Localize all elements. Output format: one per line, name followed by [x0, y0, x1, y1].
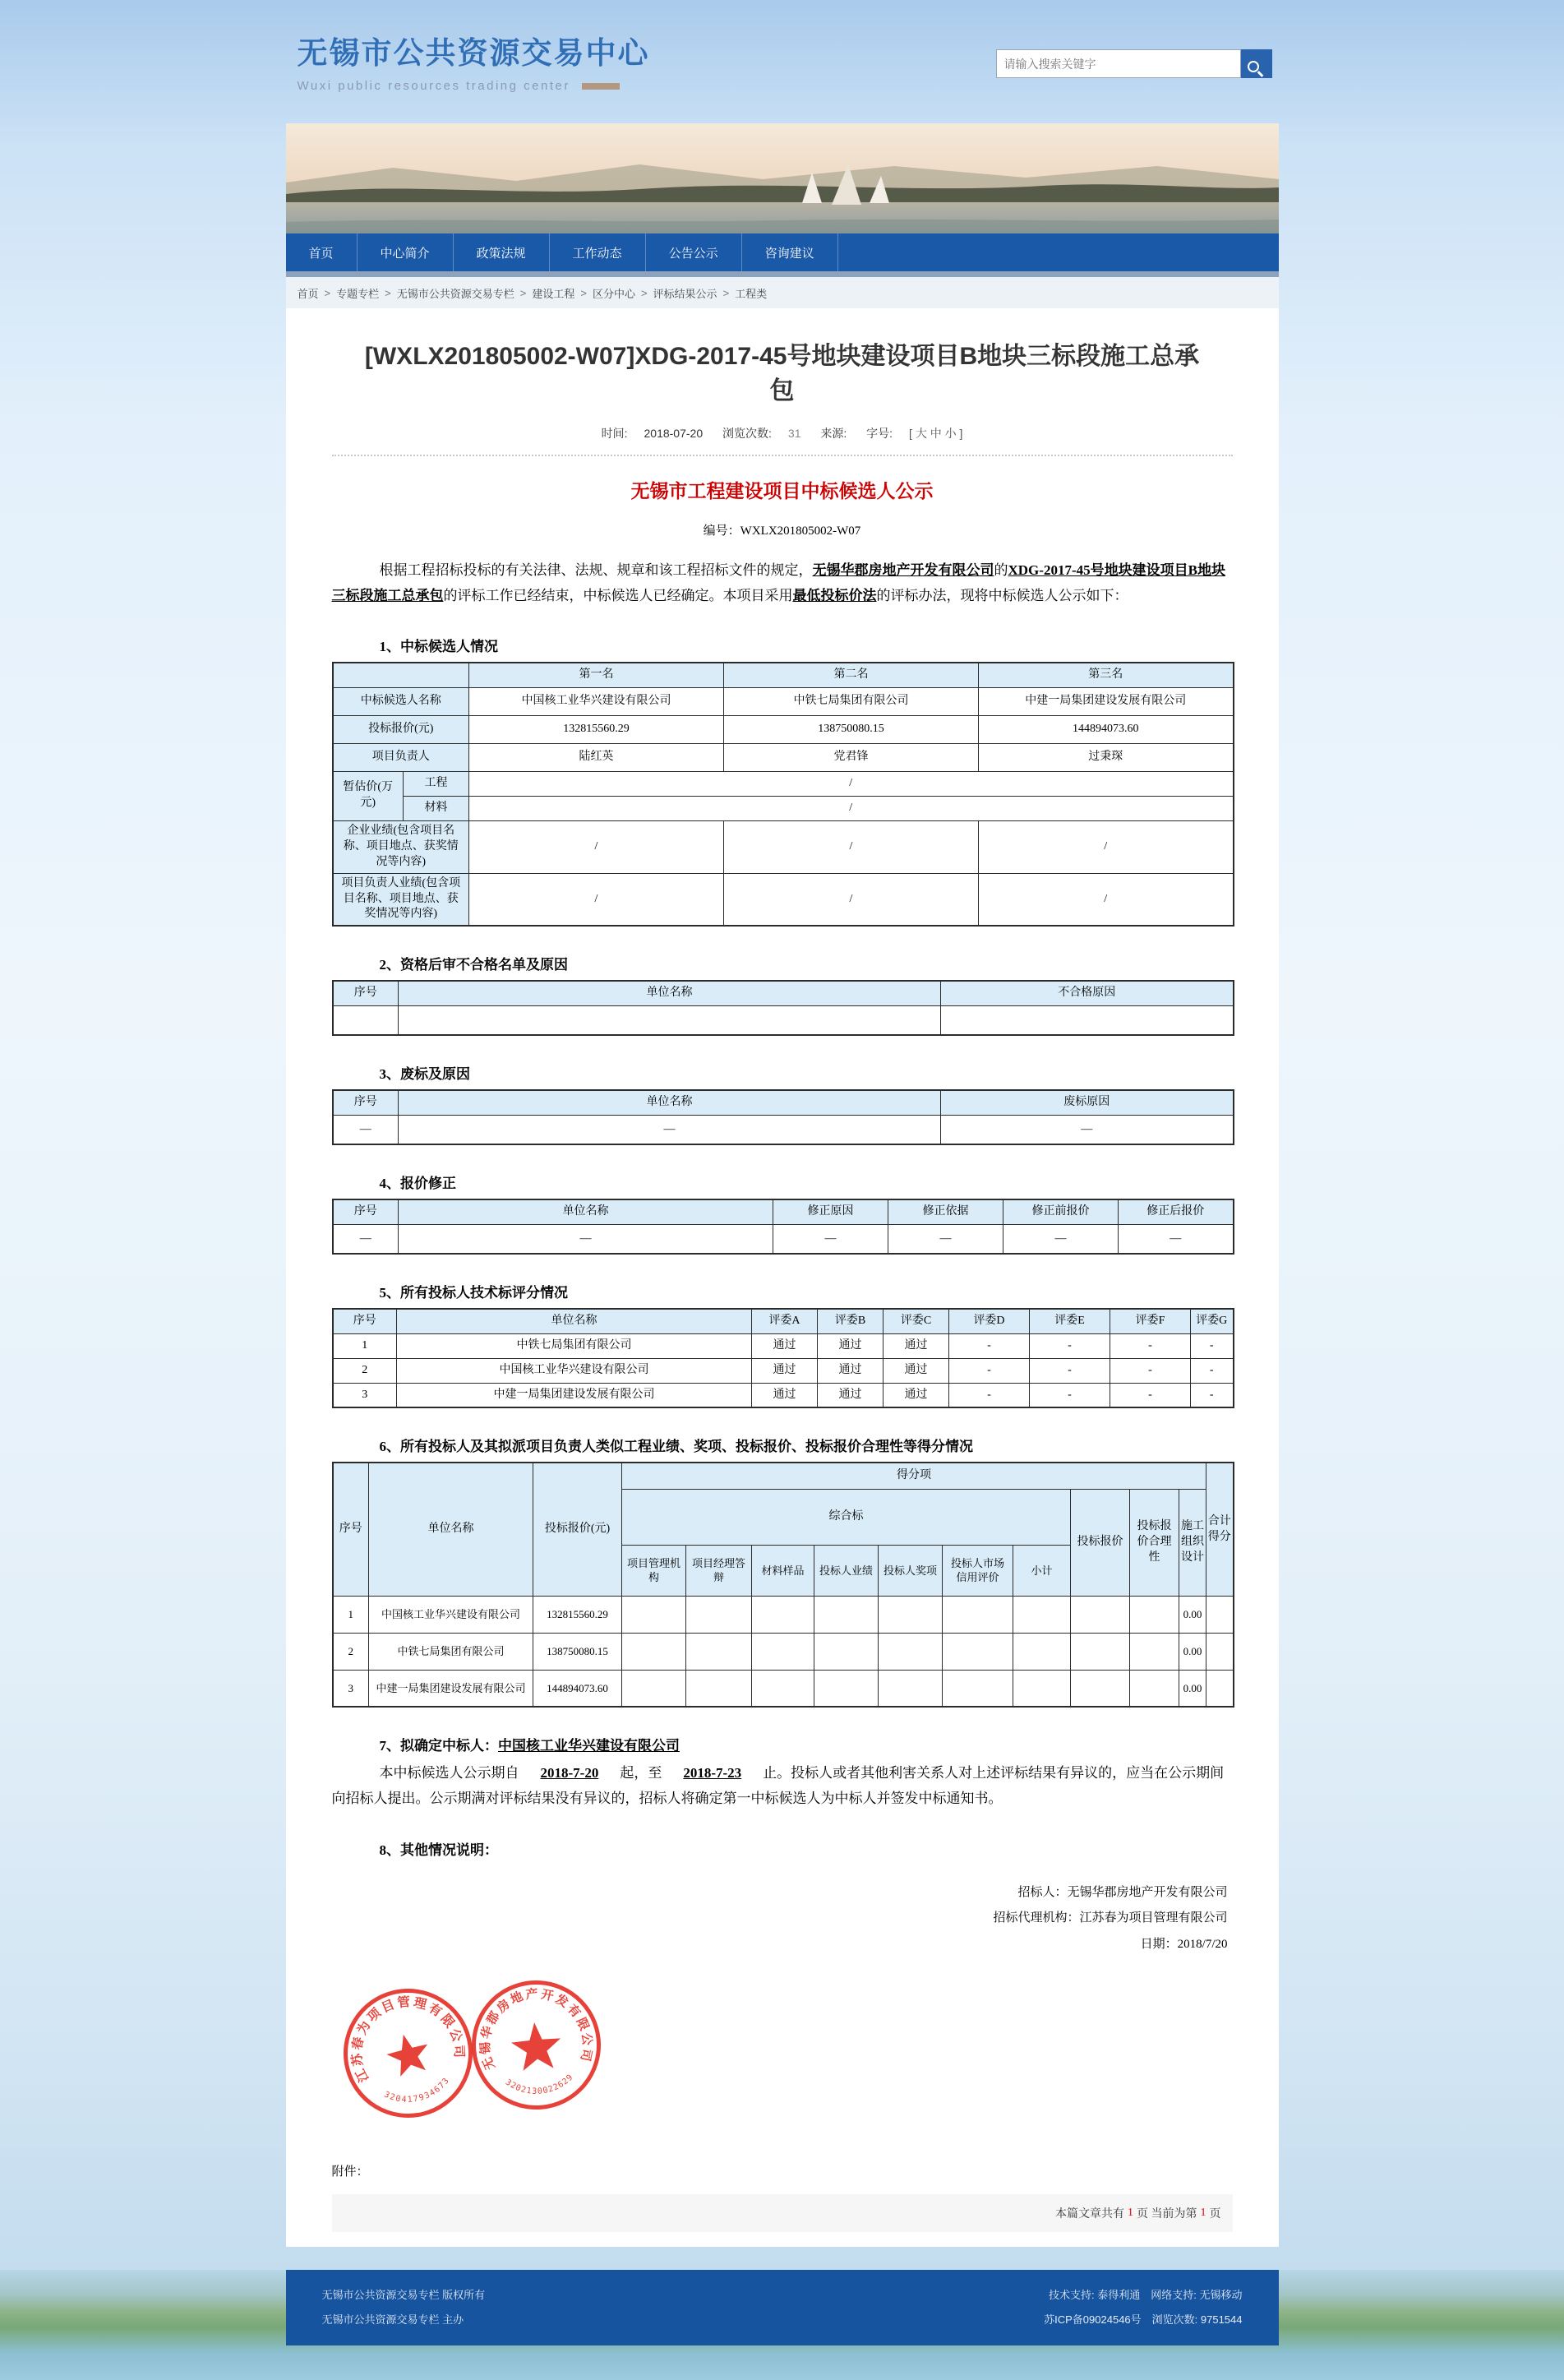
table-cell [1130, 1670, 1179, 1707]
table-cell: 通过 [818, 1358, 883, 1383]
table-cell: - [949, 1383, 1030, 1407]
table-cell [1071, 1596, 1130, 1633]
column-header: 评委C [883, 1309, 949, 1333]
table-cell [814, 1633, 879, 1670]
star-icon [382, 2030, 433, 2079]
column-header: 评委A [752, 1309, 818, 1333]
dotted-divider [332, 455, 1233, 456]
column-header: 序号 [333, 1090, 399, 1115]
table-cell: 3 [333, 1383, 397, 1407]
signature-block [337, 1880, 1228, 1958]
site-header [286, 0, 1279, 123]
table-cell [622, 1596, 686, 1633]
column-header: 序号 [333, 1309, 397, 1333]
table-cell: 0.00 [1179, 1596, 1206, 1633]
table-cell: 中铁七局集团有限公司 [397, 1333, 752, 1358]
nav-item-home[interactable]: 首页 [286, 233, 358, 271]
column-header: 评委D [949, 1309, 1030, 1333]
table-cell: 通过 [752, 1333, 818, 1358]
manager-performance: / [469, 873, 724, 926]
star-icon [510, 2021, 563, 2072]
company-performance: / [469, 820, 724, 873]
bid-price: 138750080.15 [724, 715, 979, 743]
table-cell: — [1119, 1224, 1234, 1254]
stamp-number-text: 320417934673 [382, 2075, 452, 2105]
breadcrumb [286, 277, 1279, 308]
table-cell [1130, 1596, 1179, 1633]
table-cell: 0.00 [1179, 1633, 1206, 1670]
site-logo [298, 28, 650, 93]
stamp-company-text: 无锡华郡房地产开发有限公司 [478, 1988, 593, 2072]
table-row [333, 1199, 1234, 1224]
column-header: 序号 [333, 981, 399, 1005]
table-cell [941, 1005, 1234, 1035]
intro-method-name: 最低投标价法 [792, 587, 877, 603]
table-cell [943, 1633, 1013, 1670]
article-meta [332, 425, 1233, 441]
nav-item-consult[interactable]: 咨询建议 [742, 233, 838, 271]
intro-text: 的 [994, 562, 1008, 578]
table-cell [1071, 1670, 1130, 1707]
table-cell: 通过 [752, 1358, 818, 1383]
intro-paragraph [332, 558, 1233, 608]
section-8-title: 8、其他情况说明： [379, 1842, 498, 1858]
table-cell [1206, 1596, 1234, 1633]
column-header: 修正前报价 [1003, 1199, 1119, 1224]
nav-item-policy[interactable]: 政策法规 [454, 233, 550, 271]
bid-price: 144894073.60 [979, 715, 1234, 743]
logo-dash-decoration [582, 83, 620, 90]
publicity-end-date: 2018-7-23 [683, 1765, 742, 1782]
column-header: 评委F [1110, 1309, 1191, 1333]
row-sublabel: 工程 [404, 771, 469, 796]
table-row [333, 1596, 1234, 1633]
table-row [333, 1333, 1234, 1358]
table-cell [686, 1670, 752, 1707]
copyright-line: 无锡市公共资源交易专栏 版权所有 [321, 2289, 486, 2302]
table-row [333, 715, 1234, 743]
row-label: 投标报价(元) [333, 715, 469, 743]
breadcrumb-item[interactable]: 评标结果公示 [653, 287, 717, 300]
nav-item-about[interactable]: 中心简介 [358, 233, 454, 271]
notice-title: 无锡市工程建设项目中标候选人公示 [630, 481, 934, 501]
table-cell: 132815560.29 [533, 1596, 622, 1633]
table-cell: - [1110, 1383, 1191, 1407]
column-header: 投标人市场信用评价 [943, 1545, 1013, 1596]
technical-score-table [332, 1308, 1234, 1408]
table-cell: - [949, 1333, 1030, 1358]
table-cell: - [1030, 1358, 1110, 1383]
table-cell [1013, 1596, 1071, 1633]
fontsize-options[interactable]: [ 大 中 小 ] [909, 427, 963, 440]
table-cell: - [1191, 1333, 1234, 1358]
column-header: 单位名称 [397, 1309, 752, 1333]
meta-views-value: 31 [787, 427, 801, 440]
table-cell [1206, 1633, 1234, 1670]
search-box [996, 49, 1272, 78]
section-1-title: 1、中标候选人情况 [379, 639, 498, 655]
table-row [333, 1090, 1234, 1115]
table-cell: — [1003, 1224, 1119, 1254]
table-row [333, 873, 1234, 926]
table-row [333, 1224, 1234, 1254]
row-label: 项目负责人业绩(包含项目名称、项目地点、获奖情况等内容) [333, 873, 469, 926]
column-header: 评委G [1191, 1309, 1234, 1333]
table-row [333, 1383, 1234, 1407]
project-manager: 过秉琛 [979, 743, 1234, 771]
pagination-text: 页 [1209, 2208, 1221, 2221]
column-header: 项目管理机构 [622, 1545, 686, 1596]
section-4-title: 4、报价修正 [379, 1176, 456, 1192]
total-pages: 1 [1128, 2207, 1133, 2220]
table-cell: 通过 [818, 1383, 883, 1407]
table-row [333, 1633, 1234, 1670]
nav-item-announcements[interactable]: 公告公示 [646, 233, 742, 271]
table-row [333, 1463, 1234, 1489]
bid-price: 132815560.29 [469, 715, 724, 743]
table-cell [333, 1005, 399, 1035]
table-row [333, 1005, 1234, 1035]
project-manager: 陆红英 [469, 743, 724, 771]
price-correction-table [332, 1199, 1234, 1255]
meta-time-label: 时间: [601, 427, 628, 440]
search-icon [1248, 61, 1259, 72]
table-cell: 中国核工业华兴建设有限公司 [369, 1596, 533, 1633]
table-cell: 144894073.60 [533, 1670, 622, 1707]
table-row [333, 771, 1234, 796]
comprehensive-group-header: 综合标 [622, 1489, 1071, 1545]
table-row [333, 1670, 1234, 1707]
stamp-company-text: 江苏春为项目管理有限公司 [349, 1995, 466, 2085]
table-cell: - [949, 1358, 1030, 1383]
table-cell [1206, 1670, 1234, 1707]
closing-text: 起，至 [620, 1765, 662, 1782]
table-cell: 1 [333, 1596, 369, 1633]
table-cell [752, 1670, 814, 1707]
column-header: 单位名称 [399, 981, 941, 1005]
intro-text: 的评标办法，现将中标候选人公示如下： [876, 587, 1128, 603]
rejected-bids-table [332, 1089, 1234, 1145]
table-cell [622, 1670, 686, 1707]
rank-1-header: 第一名 [469, 663, 724, 687]
intro-text: 根据工程招标投标的有关法律、法规、规章和该工程招标文件的规定， [379, 562, 813, 578]
unqualified-table [332, 980, 1234, 1036]
row-label: 企业业绩(包含项目名称、项目地点、获奖情况等内容) [333, 820, 469, 873]
table-cell: 3 [333, 1670, 369, 1707]
estimate-value: / [469, 771, 1234, 796]
section-6-title: 6、所有投标人及其拟派项目负责人类似工程业绩、奖项、投标报价、投标报价合理性等得分情况 [379, 1439, 973, 1455]
closing-paragraph [332, 1761, 1233, 1811]
site-subtitle: Wuxi public resources trading center [297, 79, 570, 93]
column-header: 修正后报价 [1119, 1199, 1234, 1224]
table-cell: — [941, 1115, 1234, 1144]
column-header: 不合格原因 [941, 981, 1234, 1005]
table-cell [1013, 1633, 1071, 1670]
pagination-text: 页 当前为第 [1137, 2208, 1197, 2221]
column-header: 单位名称 [369, 1463, 533, 1596]
support-line: 技术支持: 泰得利通 网络支持: 无锡移动 [1049, 2289, 1243, 2302]
table-cell [752, 1633, 814, 1670]
section-7-title [380, 1734, 1233, 1754]
table-cell [752, 1596, 814, 1633]
table-row [333, 1309, 1234, 1333]
table-cell: 通过 [818, 1333, 883, 1358]
breadcrumb-separator: > [519, 286, 527, 299]
table-row [333, 687, 1234, 715]
table-cell: 通过 [752, 1383, 818, 1407]
column-header: 投标人业绩 [814, 1545, 879, 1596]
table-row [333, 743, 1234, 771]
banner-landscape-graphic [286, 123, 1279, 233]
column-header: 单位名称 [399, 1090, 941, 1115]
rank-3-header: 第三名 [979, 663, 1234, 687]
table-cell [879, 1670, 943, 1707]
meta-fontsize-label: 字号: [866, 427, 893, 440]
table-cell: — [333, 1224, 399, 1254]
column-header: 小计 [1013, 1545, 1071, 1596]
table-cell [1071, 1633, 1130, 1670]
column-header: 废标原因 [941, 1090, 1234, 1115]
candidates-table [332, 662, 1234, 927]
breadcrumb-separator: > [385, 286, 391, 299]
attachment-label: 附件： [331, 2165, 369, 2179]
breadcrumb-item[interactable]: 区分中心 [592, 287, 635, 300]
breadcrumb-item[interactable]: 首页 [297, 287, 319, 300]
table-cell: - [1191, 1383, 1234, 1407]
table-cell: 中建一局集团建设发展有限公司 [397, 1383, 752, 1407]
table-row [333, 820, 1234, 873]
row-label: 项目负责人 [333, 743, 469, 771]
column-header: 修正依据 [888, 1199, 1003, 1224]
score-group-header: 得分项 [622, 1463, 1206, 1489]
table-cell [399, 1005, 941, 1035]
winner-label: 7、拟确定中标人： [379, 1738, 498, 1754]
table-cell [814, 1670, 879, 1707]
pagination-text: 本篇文章共有 [1055, 2208, 1124, 2221]
icp-line: 苏ICP备09024546号 浏览次数: 9751544 [1044, 2313, 1243, 2327]
document-number: 编号：WXLX201805002-W07 [703, 525, 861, 538]
breadcrumb-separator: > [324, 286, 331, 299]
column-header: 单位名称 [399, 1199, 773, 1224]
footer-zone [0, 2270, 1564, 2380]
breadcrumb-item[interactable]: 工程类 [735, 287, 768, 300]
table-cell: 2 [333, 1633, 369, 1670]
stamp-number-text: 3202130022629 [503, 2073, 575, 2096]
project-manager: 党君锋 [724, 743, 979, 771]
table-cell: - [1030, 1333, 1110, 1358]
site-footer [286, 2270, 1279, 2345]
estimate-value: / [469, 796, 1234, 820]
candidate-name: 中国核工业华兴建设有限公司 [469, 687, 724, 715]
table-cell: - [1110, 1333, 1191, 1358]
table-cell [333, 663, 469, 687]
company-performance: / [979, 820, 1234, 873]
table-cell: 中建一局集团建设发展有限公司 [369, 1670, 533, 1707]
tenderer-stamp [463, 1971, 610, 2119]
row-label: 暂估价(万元) [333, 771, 404, 820]
breadcrumb-item[interactable]: 建设工程 [532, 287, 575, 300]
table-cell [1013, 1670, 1071, 1707]
page-shell [286, 0, 1279, 2247]
table-cell: 中铁七局集团有限公司 [369, 1633, 533, 1670]
table-cell: 2 [333, 1358, 397, 1383]
footer-right [1044, 2283, 1242, 2332]
intro-owner-name: 无锡华郡房地产开发有限公司 [812, 562, 994, 578]
table-cell: — [773, 1224, 888, 1254]
column-header: 投标报价 [1071, 1489, 1130, 1596]
tenderer-line: 招标人：无锡华郡房地产开发有限公司 [1017, 1885, 1228, 1899]
meta-views-label: 浏览次数: [722, 427, 772, 440]
article-content [286, 308, 1279, 2247]
column-header: 投标人奖项 [879, 1545, 943, 1596]
rank-2-header: 第二名 [724, 663, 979, 687]
company-performance: / [724, 820, 979, 873]
pagination-bar [332, 2194, 1233, 2232]
table-cell: — [888, 1224, 1003, 1254]
table-cell [879, 1633, 943, 1670]
table-cell: — [333, 1115, 399, 1144]
table-cell: - [1110, 1358, 1191, 1383]
column-header: 评委E [1030, 1309, 1110, 1333]
breadcrumb-separator: > [580, 286, 587, 299]
total-score-header: 合计得分 [1206, 1463, 1234, 1596]
site-title: 无锡市公共资源交易中心 [297, 36, 650, 70]
column-header: 序号 [333, 1463, 369, 1596]
column-header: 投标报价合理性 [1130, 1489, 1179, 1596]
table-cell: 通过 [883, 1333, 949, 1358]
search-button[interactable] [1241, 49, 1272, 78]
winner-name: 中国核工业华兴建设有限公司 [498, 1738, 680, 1754]
table-cell: 通过 [883, 1358, 949, 1383]
meta-time-value: 2018-07-20 [644, 427, 704, 440]
intro-text: 的评标工作已经结束，中标候选人已经确定。本项目采用 [443, 587, 793, 603]
column-header: 材料样品 [752, 1545, 814, 1596]
column-header: 投标报价(元) [533, 1463, 622, 1596]
candidate-name: 中铁七局集团有限公司 [724, 687, 979, 715]
table-cell: - [1030, 1383, 1110, 1407]
table-cell [943, 1670, 1013, 1707]
table-cell [1130, 1633, 1179, 1670]
column-header: 评委B [818, 1309, 883, 1333]
table-cell [622, 1633, 686, 1670]
table-row [333, 796, 1234, 820]
organizer-line: 无锡市公共资源交易专栏 主办 [321, 2313, 464, 2327]
breadcrumb-separator: > [722, 286, 730, 299]
column-header: 施工组织设计 [1179, 1489, 1206, 1596]
meta-source-label: 来源: [820, 427, 847, 440]
table-cell [686, 1633, 752, 1670]
column-header: 修正原因 [773, 1199, 888, 1224]
publicity-start-date: 2018-7-20 [540, 1765, 599, 1782]
score-detail-table [332, 1462, 1234, 1708]
row-sublabel: 材料 [404, 796, 469, 820]
date-line: 日期：2018/7/20 [1140, 1937, 1228, 1951]
nav-item-news[interactable]: 工作动态 [550, 233, 646, 271]
table-row [333, 663, 1234, 687]
column-header: 项目经理答辩 [686, 1545, 752, 1596]
table-cell: — [399, 1115, 941, 1144]
table-cell: 0.00 [1179, 1670, 1206, 1707]
table-cell: 通过 [883, 1383, 949, 1407]
table-cell: 1 [333, 1333, 397, 1358]
table-row [333, 1358, 1234, 1383]
column-header: 序号 [333, 1199, 399, 1224]
candidate-name: 中建一局集团建设发展有限公司 [979, 687, 1234, 715]
closing-text: 止。投标人或者其他利害关系人对上述评标结果有异议的，应当在公示期间向招标人提出。公示期满对评标结果没有异议的，招标人将确定第一中标候选人为中标人并签发中标通知书。 [331, 1765, 1225, 1806]
section-2-title: 2、资格后审不合格名单及原因 [379, 957, 568, 973]
table-cell [943, 1596, 1013, 1633]
banner-image [286, 123, 1279, 233]
table-cell: 138750080.15 [533, 1633, 622, 1670]
agency-line: 招标代理机构：江苏春为项目管理有限公司 [993, 1911, 1228, 1925]
table-row [333, 981, 1234, 1005]
stamps-area [337, 1962, 1233, 2156]
page-title: [WXLX201805002-W07]XDG-2017-45号地块建设项目B地块三标段施工总承包 [364, 343, 1200, 404]
table-cell [814, 1596, 879, 1633]
main-nav [286, 233, 1279, 271]
search-input[interactable] [996, 49, 1241, 78]
table-cell [879, 1596, 943, 1633]
section-3-title: 3、废标及原因 [379, 1066, 470, 1083]
table-cell: — [399, 1224, 773, 1254]
table-row [333, 1115, 1234, 1144]
svg-text:3202130022629 [503, 2073, 576, 2100]
manager-performance: / [979, 873, 1234, 926]
intro-project-name: XDG-2017-45号地块建设项目B地块三标段施工总承包 [331, 562, 1225, 603]
breadcrumb-item[interactable]: 专题专栏 [336, 287, 380, 300]
table-cell: - [1191, 1358, 1234, 1383]
table-cell: 中国核工业华兴建设有限公司 [397, 1358, 752, 1383]
section-5-title: 5、所有投标人技术标评分情况 [379, 1285, 568, 1301]
table-cell [686, 1596, 752, 1633]
footer-left [322, 2283, 486, 2332]
closing-text: 本中标候选人公示期自 [379, 1765, 519, 1782]
breadcrumb-separator: > [640, 286, 648, 299]
row-label: 中标候选人名称 [333, 687, 469, 715]
breadcrumb-item[interactable]: 无锡市公共资源交易专栏 [396, 287, 514, 300]
current-page: 1 [1200, 2207, 1206, 2220]
nav-divider-strip [286, 271, 1279, 277]
manager-performance: / [724, 873, 979, 926]
